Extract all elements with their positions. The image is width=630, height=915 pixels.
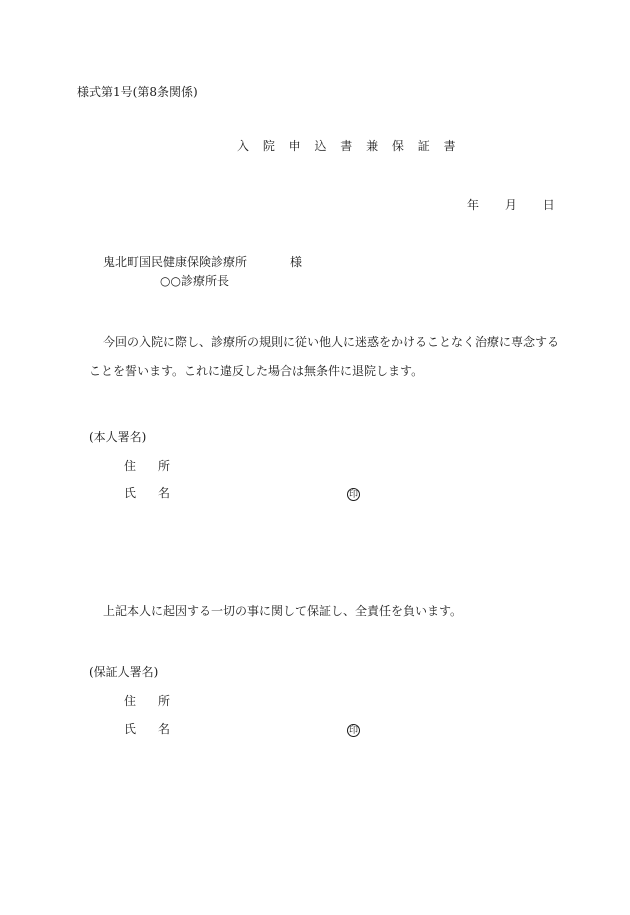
guarantor-address-label-char1: 住 — [124, 694, 137, 708]
self-address-label — [124, 460, 170, 472]
guarantor-name-label-char2: 名 — [158, 722, 171, 736]
guarantor-name-label — [124, 723, 170, 735]
self-address-label-char1: 住 — [124, 459, 137, 473]
self-name-label — [124, 487, 170, 499]
self-address-label-char2: 所 — [158, 459, 171, 473]
addressee-title: ○○診療所長 — [160, 274, 229, 288]
pledge-line-1: 今回の入院に際し、診療所の規則に従い他人に迷惑をかけることなく治療に専念する — [103, 335, 560, 349]
seal-icon: 印 — [348, 490, 358, 500]
date-day-label: 日 — [542, 198, 555, 212]
guarantee-statement: 上記本人に起因する一切の事に関して保証し、全責任を負います。 — [103, 604, 463, 618]
guarantor-address-label-char2: 所 — [158, 694, 171, 708]
self-signature-heading: (本人署名) — [89, 430, 147, 444]
self-name-label-char1: 氏 — [124, 486, 137, 500]
date-line — [467, 199, 555, 211]
date-year-label: 年 — [467, 198, 480, 212]
guarantor-signature-heading: (保証人署名) — [89, 665, 159, 679]
pledge-line-2: ことを誓います。これに違反した場合は無条件に退院します。 — [89, 364, 424, 378]
guarantor-seal-mark — [347, 723, 360, 737]
seal-icon: 印 — [348, 726, 358, 736]
addressee-organization: 鬼北町国民健康保険診療所 — [103, 255, 248, 269]
date-month-label: 月 — [504, 198, 517, 212]
self-seal-mark — [347, 487, 360, 501]
self-name-label-char2: 名 — [158, 486, 171, 500]
addressee-honorific: 様 — [290, 255, 303, 269]
guarantor-name-label-char1: 氏 — [124, 722, 137, 736]
guarantor-address-label — [124, 695, 170, 707]
document-title: 入 院 申 込 書 兼 保 証 書 — [237, 139, 461, 153]
form-number: 様式第1号(第8条関係) — [77, 85, 198, 99]
